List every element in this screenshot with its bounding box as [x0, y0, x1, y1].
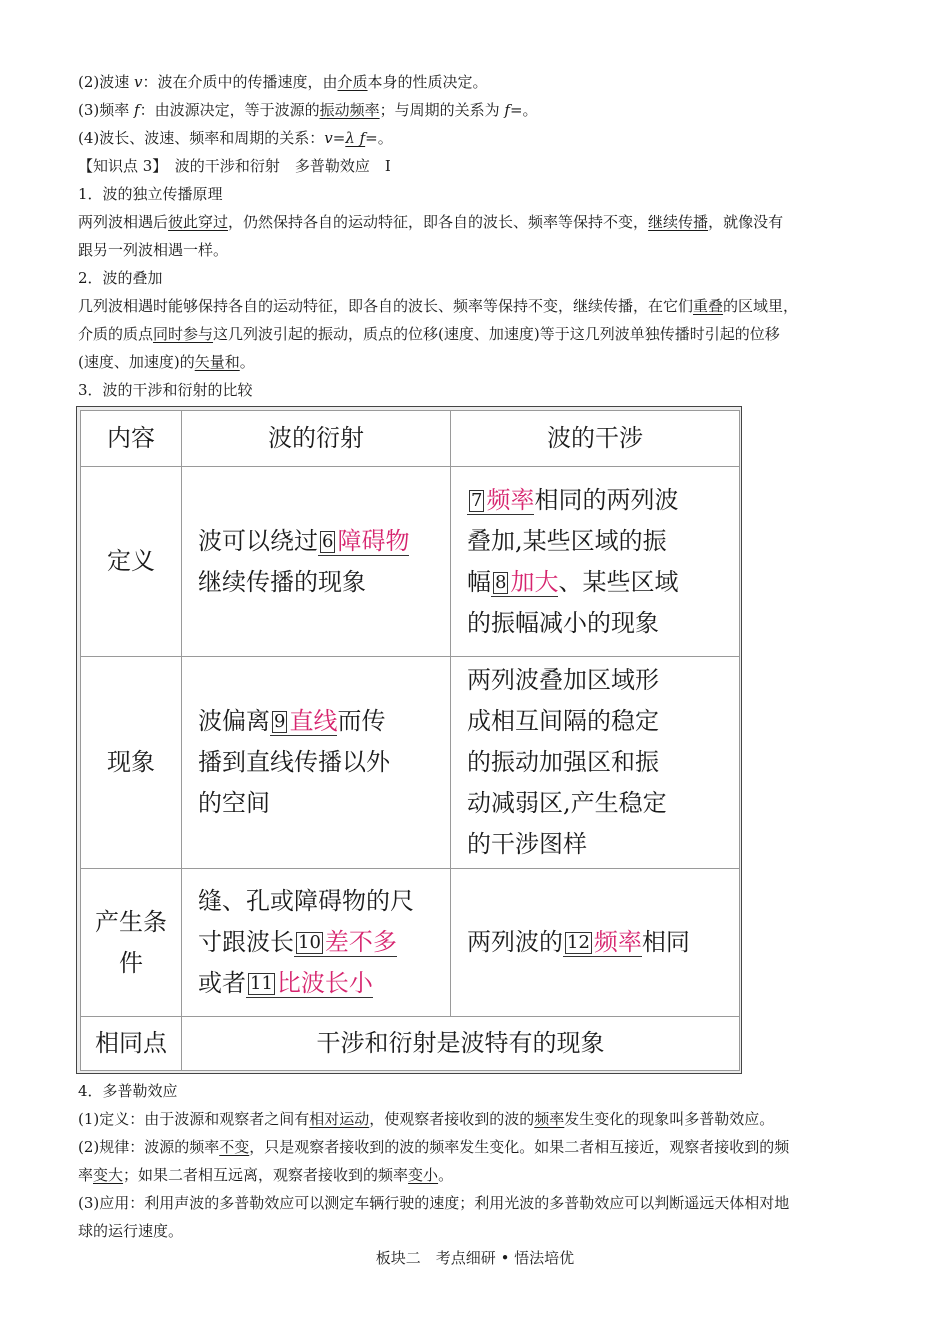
text: ：波在介质中的传播速度，由 — [142, 73, 338, 91]
text: (速度、加速度)的 — [78, 353, 195, 371]
header-diffraction: 波的衍射 — [182, 411, 451, 467]
text: 介质的质点 — [78, 325, 154, 343]
para-frequency — [78, 96, 888, 124]
header-interference: 波的干涉 — [451, 411, 740, 467]
symbol-v: v — [324, 129, 333, 147]
fill-blank: 彼此穿过 — [168, 213, 229, 231]
table-row-condition — [81, 869, 740, 1017]
symbol-f: f — [504, 101, 510, 119]
text: 的振动加强区和振 — [467, 748, 659, 776]
cell-common: 干涉和衍射是波特有的现象 — [182, 1017, 740, 1071]
para-doppler-application-2: 球的运行速度。 — [78, 1222, 184, 1240]
blank-number: 11 — [250, 973, 273, 994]
text: (2)波速 — [78, 73, 135, 91]
text: 的干涉图样 — [467, 830, 587, 858]
symbol-v: v — [134, 73, 143, 91]
text: =。 — [365, 129, 393, 147]
text: 的空间 — [198, 789, 270, 817]
text: ，仍然保持各自的运动特征，即各自的波长、频率等保持不变， — [228, 213, 649, 231]
text: ，就像没有 — [708, 213, 784, 231]
table-row-phenomenon — [81, 657, 740, 869]
text: = — [332, 129, 346, 147]
blank-number: 6 — [322, 530, 334, 552]
text: 动减弱区,产生稳定 — [467, 789, 667, 817]
text: (3)频率 — [78, 101, 135, 119]
text: 的区域里， — [723, 297, 799, 315]
fill-blank: 频率 — [534, 1110, 565, 1128]
text: 波偏离 — [198, 707, 270, 735]
answer: 障碍物 — [337, 526, 410, 555]
para-doppler-definition — [78, 1105, 888, 1133]
para-doppler-rule — [78, 1133, 888, 1161]
text: ，只是观察者接收到的波的频率发生变化。如果二者相互接近，观察者接收到的频 — [249, 1138, 790, 1156]
fill-blank: 介质 — [337, 73, 368, 91]
row-label-condition: 产生条件 — [81, 869, 182, 1017]
text: 播到直线传播以外 — [198, 748, 390, 776]
text: 相同的两列波 — [534, 485, 679, 514]
text: ；与周期的关系为 — [379, 101, 505, 119]
text: 两列波的 — [467, 928, 563, 956]
text: 寸跟波长 — [198, 928, 294, 956]
answer: 差不多 — [324, 928, 397, 956]
fill-blank: 重叠 — [693, 297, 724, 315]
text: 而传 — [337, 707, 386, 735]
para-superposition — [78, 292, 888, 320]
subheading-3: 3．波的干涉和衍射的比较 — [78, 381, 253, 399]
text: 。 — [239, 353, 255, 371]
text: 的振幅减小的现象 — [467, 608, 659, 637]
text: 。 — [438, 1166, 454, 1184]
blank-number: 7 — [471, 489, 483, 511]
para-doppler-application: (3)应用：利用声波的多普勒效应可以测定车辆行驶的速度；利用光波的多普勒效应可以判断遥远天体相对地 — [78, 1194, 790, 1212]
section-heading: 【知识点 3】 波的干涉和衍射 多普勒效应 Ⅰ — [78, 157, 391, 175]
cell-interference-phenomenon — [451, 657, 740, 869]
row-label-common: 相同点 — [81, 1017, 182, 1071]
text: 相同 — [641, 928, 690, 956]
text: ，使观察者接收到的波的 — [369, 1110, 535, 1128]
text: ：由波源决定，等于波源的 — [139, 101, 320, 119]
text: 这几列波引起的振动，质点的位移(速度、加速度)等于这几列波单独传播时引起的位移 — [213, 325, 780, 343]
para-relation — [78, 124, 888, 152]
para-doppler-rule-2 — [78, 1161, 888, 1189]
table-row-common — [81, 1017, 740, 1071]
cell-diffraction-definition — [182, 467, 451, 657]
fill-blank: 矢量和 — [194, 353, 240, 371]
text: 继续传播的现象 — [198, 567, 366, 596]
blank-number: 12 — [567, 932, 590, 953]
text: 缝、孔或障碍物的尺 — [198, 887, 414, 915]
fill-blank: 不变 — [219, 1138, 250, 1156]
header-content: 内容 — [81, 411, 182, 467]
fill-blank: 继续传播 — [648, 213, 709, 231]
symbol-f: f — [134, 101, 140, 119]
fill-blank: 振动频率 — [319, 101, 380, 119]
cell-interference-definition — [451, 467, 740, 657]
text: (4)波长、波速、频率和周期的关系： — [78, 129, 325, 147]
page-footer: 板块二 考点细研 • 悟法培优 — [375, 1249, 575, 1267]
text: 几列波相遇时能够保持各自的运动特征，即各自的波长、频率等保持不变，继续传播，在它们 — [78, 297, 694, 315]
para-superposition-2 — [78, 320, 888, 348]
text: (2)规律：波源的频率 — [78, 1138, 220, 1156]
answer: 比波长小 — [276, 969, 373, 997]
text: 两列波叠加区域形 — [467, 666, 659, 694]
comparison-table — [80, 410, 740, 1071]
table-row-definition — [81, 467, 740, 657]
text: 成相互间隔的稳定 — [467, 707, 659, 735]
fill-blank: λ f — [345, 129, 366, 147]
cell-diffraction-phenomenon — [182, 657, 451, 869]
text: 本身的性质决定。 — [367, 73, 488, 91]
text: =。 — [509, 101, 538, 119]
answer: 频率 — [593, 928, 642, 956]
cell-interference-condition — [451, 869, 740, 1017]
row-label-definition: 定义 — [81, 467, 182, 657]
text: 两列波相遇后 — [78, 213, 169, 231]
answer: 加大 — [510, 567, 559, 596]
blank-number: 8 — [495, 571, 507, 593]
blank-number: 10 — [298, 932, 321, 953]
para-independence-cont: 跟另一列波相遇一样。 — [78, 241, 229, 259]
fill-blank: 变大 — [93, 1166, 124, 1184]
subheading-4: 4．多普勒效应 — [78, 1082, 178, 1100]
text: 叠加,某些区域的振 — [467, 526, 667, 555]
text: (1)定义：由于波源和观察者之间有 — [78, 1110, 310, 1128]
subheading-1: 1．波的独立传播原理 — [78, 185, 223, 203]
para-independence — [78, 208, 888, 236]
answer: 频率 — [486, 485, 535, 514]
text: 幅 — [467, 567, 491, 596]
text: 率 — [78, 1166, 94, 1184]
answer: 直线 — [289, 707, 338, 735]
text: 波可以绕过 — [198, 526, 318, 555]
para-wave-speed — [78, 68, 888, 96]
table-header-row — [81, 411, 740, 467]
cell-diffraction-condition — [182, 869, 451, 1017]
row-label-phenomenon: 现象 — [81, 657, 182, 869]
blank-number: 9 — [274, 711, 286, 732]
text: ；如果二者相互远离，观察者接收到的频率 — [123, 1166, 409, 1184]
text: 或者 — [198, 969, 246, 997]
fill-blank: 变小 — [408, 1166, 439, 1184]
text: 、某些区域 — [558, 567, 679, 596]
subheading-2: 2．波的叠加 — [78, 269, 163, 287]
para-superposition-3 — [78, 348, 888, 376]
fill-blank: 同时参与 — [153, 325, 214, 343]
fill-blank: 相对运动 — [309, 1110, 370, 1128]
text: 发生变化的现象叫多普勒效应。 — [564, 1110, 775, 1128]
